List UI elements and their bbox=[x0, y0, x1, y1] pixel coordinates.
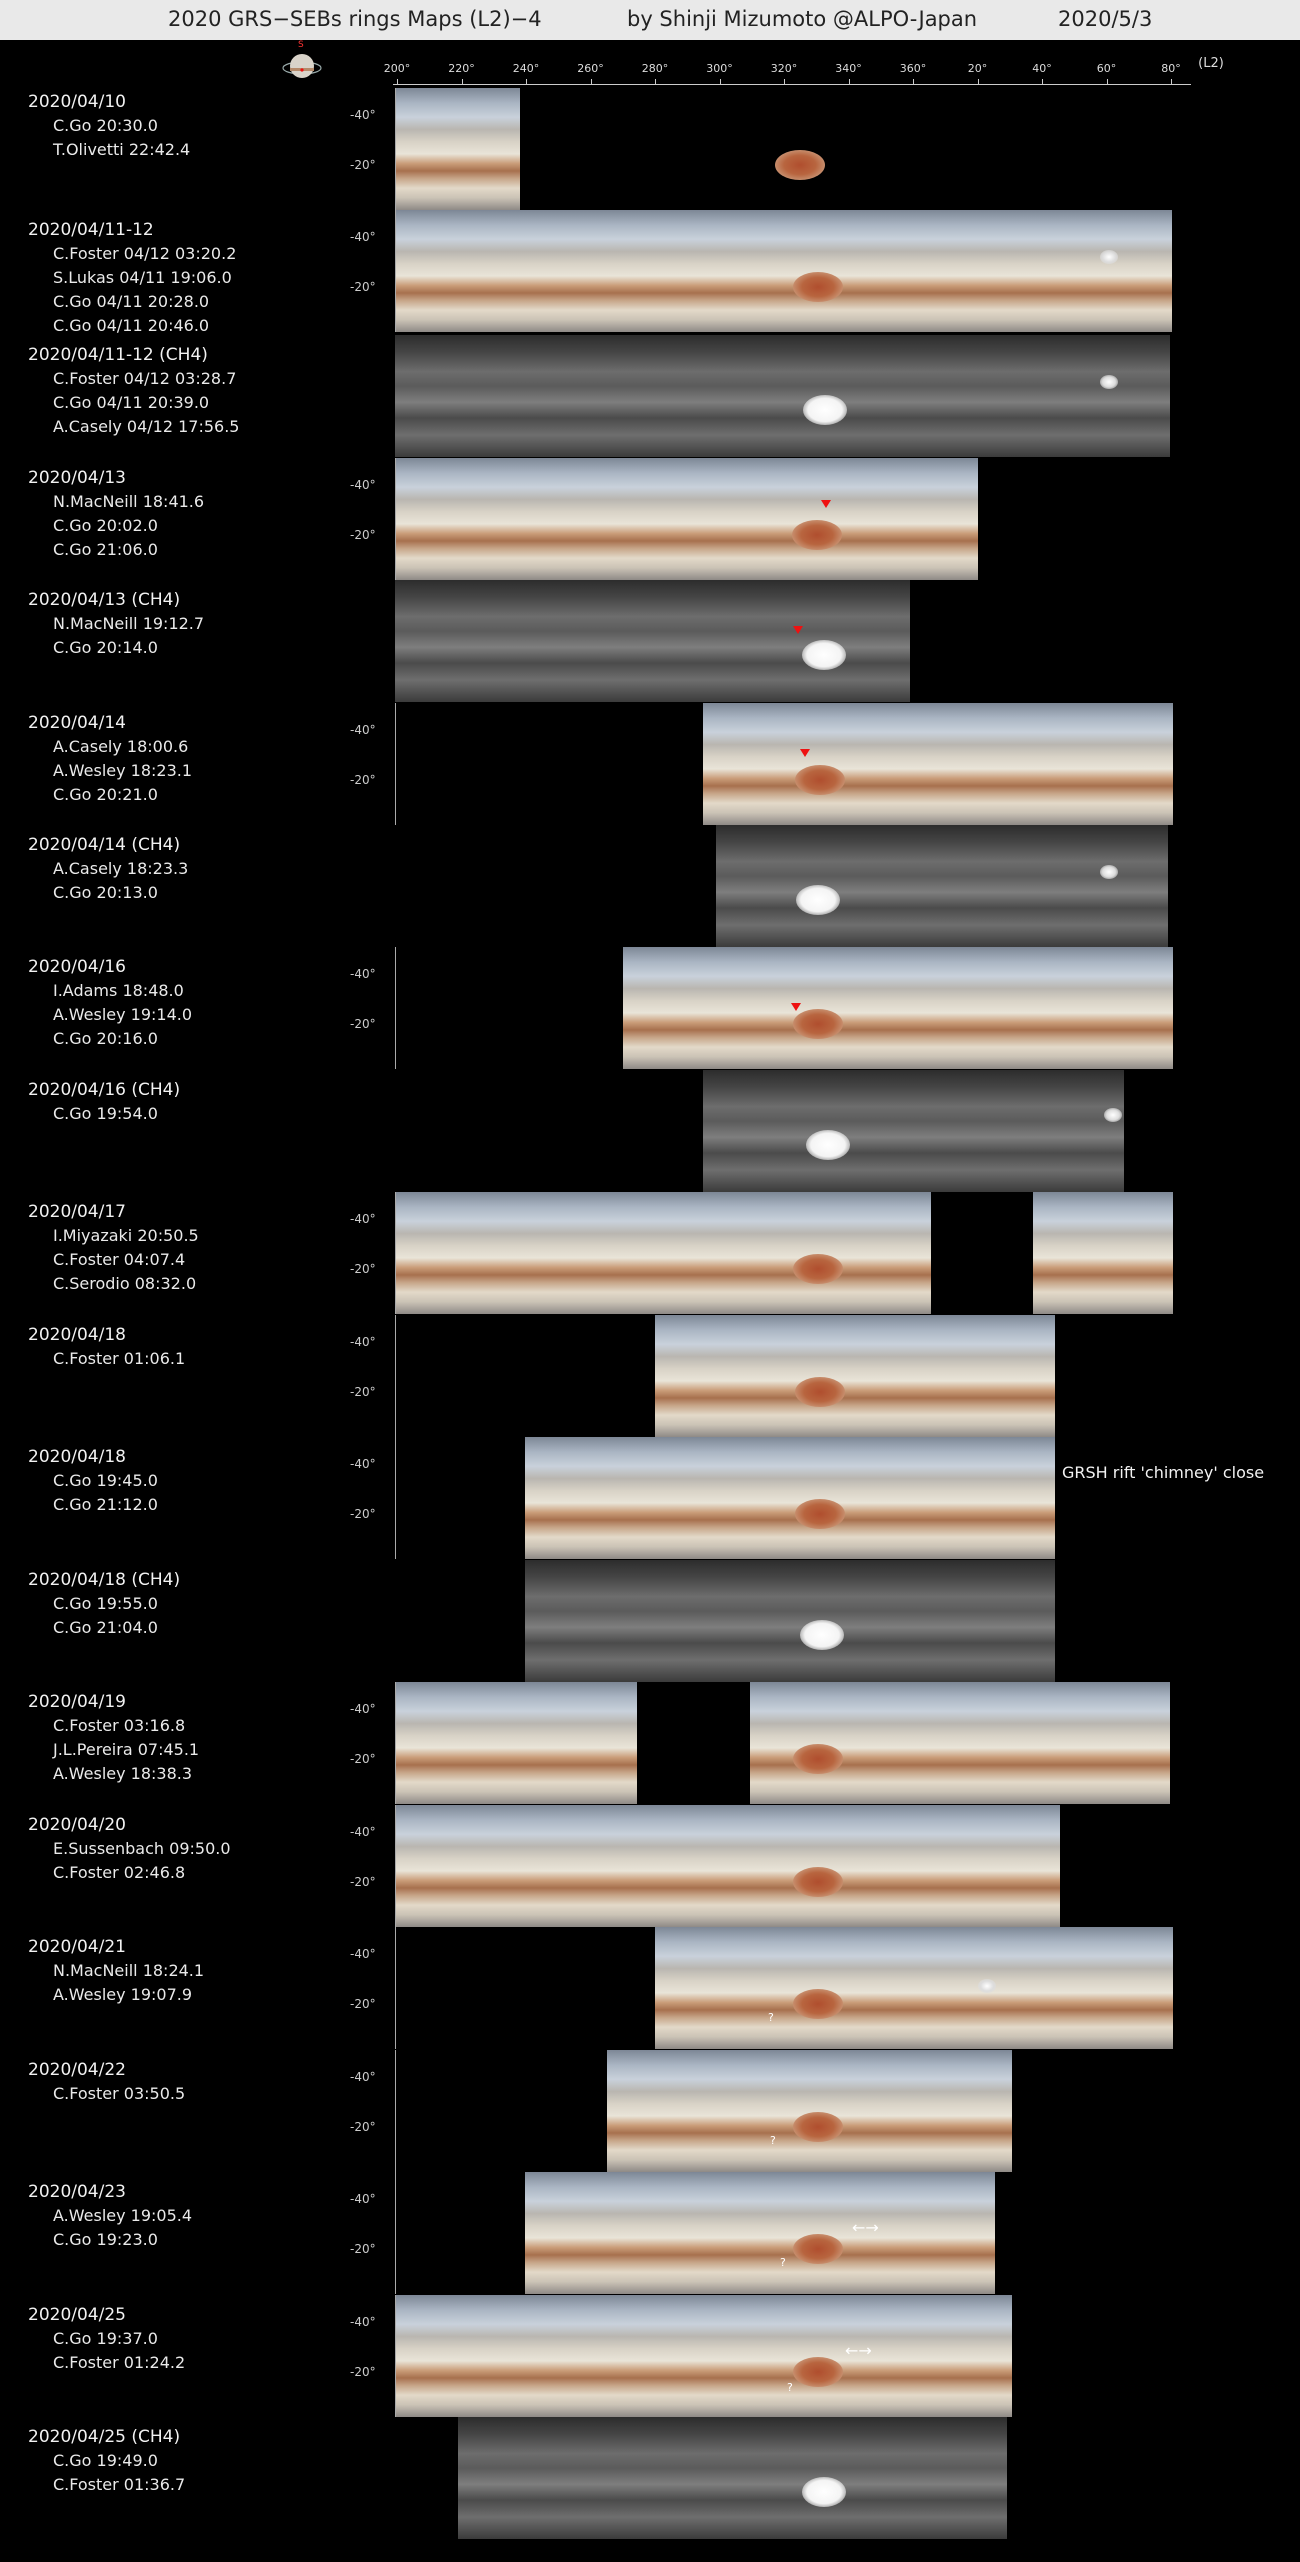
map-row bbox=[0, 2050, 1300, 2172]
observer-entry: N.MacNeill 18:41.6 bbox=[53, 492, 205, 511]
observer-entry: C.Go 20:16.0 bbox=[53, 1029, 158, 1048]
map-row bbox=[0, 2417, 1300, 2539]
observer-entry: S.Lukas 04/11 19:06.0 bbox=[53, 268, 232, 287]
color-map-strip bbox=[396, 1805, 720, 1927]
row-date-title: 2020/04/10 bbox=[28, 92, 126, 112]
map-row bbox=[0, 1437, 1300, 1559]
longitude-tick-label: 80° bbox=[1161, 62, 1181, 75]
row-date-title: 2020/04/11-12 bbox=[28, 220, 154, 240]
ch4-map-strip bbox=[570, 580, 800, 702]
color-map-strip bbox=[607, 2050, 1012, 2172]
observer-entry: C.Foster 04/12 03:20.2 bbox=[53, 244, 237, 263]
observer-entry: C.Go 21:12.0 bbox=[53, 1495, 158, 1514]
map-row bbox=[0, 1070, 1300, 1192]
map-row bbox=[0, 947, 1300, 1069]
map-row bbox=[0, 825, 1300, 947]
latitude-label: -20° bbox=[350, 1385, 376, 1399]
ch4-map-strip bbox=[702, 335, 977, 457]
observer-entry: A.Wesley 18:38.3 bbox=[53, 1764, 193, 1783]
latitude-label: -40° bbox=[350, 1212, 376, 1226]
observer-entry: C.Go 19:54.0 bbox=[53, 1104, 158, 1123]
row-date-title: 2020/04/23 bbox=[28, 2182, 126, 2202]
jupiter-globe-icon bbox=[282, 40, 322, 84]
color-map-strip bbox=[543, 1192, 931, 1314]
observer-entry: C.Foster 03:50.5 bbox=[53, 2084, 186, 2103]
latitude-label: -20° bbox=[350, 528, 376, 542]
latitude-label: -40° bbox=[350, 1825, 376, 1839]
latitude-axis-line bbox=[395, 210, 396, 332]
row-date-title: 2020/04/19 bbox=[28, 1692, 126, 1712]
observer-entry: A.Wesley 19:07.9 bbox=[53, 1985, 193, 2004]
row-date-title: 2020/04/21 bbox=[28, 1937, 126, 1957]
color-map-strip bbox=[525, 1437, 876, 1559]
latitude-label: -40° bbox=[350, 230, 376, 244]
color-map-strip bbox=[395, 458, 543, 580]
color-map-strip bbox=[750, 1682, 1009, 1804]
color-map-strip bbox=[753, 210, 930, 332]
color-map-strip bbox=[921, 703, 1173, 825]
great-red-spot bbox=[793, 2357, 843, 2387]
observer-entry: A.Wesley 19:05.4 bbox=[53, 2206, 193, 2225]
white-oval-spot bbox=[1100, 865, 1118, 879]
white-oval-spot bbox=[1100, 250, 1118, 264]
observer-entry: C.Go 20:21.0 bbox=[53, 785, 158, 804]
observer-entry: C.Go 20:02.0 bbox=[53, 516, 158, 535]
longitude-tick-label: 200° bbox=[383, 62, 411, 75]
row-date-title: 2020/04/25 bbox=[28, 2305, 126, 2325]
observer-entry: C.Foster 04/12 03:28.7 bbox=[53, 369, 237, 388]
latitude-label: -20° bbox=[350, 1507, 376, 1521]
latitude-label: -20° bbox=[350, 1262, 376, 1276]
map-row bbox=[0, 2295, 1300, 2417]
question-mark-annotation: ? bbox=[780, 2256, 786, 2269]
great-red-spot bbox=[793, 1744, 843, 1774]
latitude-label: -40° bbox=[350, 108, 376, 122]
observer-entry: I.Miyazaki 20:50.5 bbox=[53, 1226, 199, 1245]
latitude-axis-line bbox=[395, 1682, 396, 1804]
observer-entry: E.Sussenbach 09:50.0 bbox=[53, 1839, 231, 1858]
ch4-map-strip bbox=[458, 2417, 716, 2539]
observer-entry: C.Go 04/11 20:28.0 bbox=[53, 292, 210, 311]
observer-entry: A.Casely 18:00.6 bbox=[53, 737, 189, 756]
great-red-spot bbox=[792, 520, 842, 550]
great-red-spot-ch4 bbox=[803, 395, 847, 425]
observer-entry: C.Go 19:37.0 bbox=[53, 2329, 158, 2348]
observer-entry: A.Casely 04/12 17:56.5 bbox=[53, 417, 240, 436]
observer-entry: C.Foster 02:46.8 bbox=[53, 1863, 186, 1882]
color-map-strip bbox=[703, 703, 921, 825]
color-map-strip bbox=[622, 210, 753, 332]
observer-entry: C.Foster 01:06.1 bbox=[53, 1349, 186, 1368]
latitude-label: -40° bbox=[350, 1335, 376, 1349]
great-red-spot-ch4 bbox=[800, 1620, 844, 1650]
map-row bbox=[0, 88, 1300, 210]
great-red-spot bbox=[793, 2234, 843, 2264]
observer-entry: N.MacNeill 19:12.7 bbox=[53, 614, 205, 633]
map-row bbox=[0, 703, 1300, 825]
observer-entry: J.L.Pereira 07:45.1 bbox=[53, 1740, 200, 1759]
latitude-label: -20° bbox=[350, 1997, 376, 2011]
latitude-label: -40° bbox=[350, 2192, 376, 2206]
latitude-label: -20° bbox=[350, 2365, 376, 2379]
double-arrow-icon: ←→ bbox=[845, 2341, 872, 2360]
white-oval-spot bbox=[1100, 375, 1118, 389]
row-date-title: 2020/04/20 bbox=[28, 1815, 126, 1835]
row-date-title: 2020/04/13 bbox=[28, 468, 126, 488]
row-date-title: 2020/04/25 (CH4) bbox=[28, 2427, 181, 2447]
latitude-axis-line bbox=[395, 2295, 396, 2417]
ch4-map-strip bbox=[395, 335, 702, 457]
latitude-axis-line bbox=[395, 1805, 396, 1927]
great-red-spot bbox=[795, 1499, 845, 1529]
axis-unit-label: (L2) bbox=[1198, 56, 1224, 71]
color-map-strip bbox=[655, 1315, 1055, 1437]
color-map-strip bbox=[720, 1805, 1060, 1927]
great-red-spot bbox=[795, 765, 845, 795]
red-marker-icon bbox=[791, 1003, 801, 1011]
latitude-axis-line bbox=[395, 947, 396, 1069]
great-red-spot-ch4 bbox=[802, 2477, 846, 2507]
longitude-tick-label: 300° bbox=[706, 62, 733, 75]
ch4-map-strip bbox=[525, 1560, 780, 1682]
page-title: 2020 GRS−SEBs rings Maps (L2)−4 bbox=[168, 7, 542, 31]
observer-entry: N.MacNeill 18:24.1 bbox=[53, 1961, 205, 1980]
observer-entry: C.Go 20:13.0 bbox=[53, 883, 158, 902]
great-red-spot bbox=[793, 2112, 843, 2142]
great-red-spot-ch4 bbox=[796, 885, 840, 915]
row-note: GRSH rift 'chimney' close bbox=[1062, 1463, 1265, 1482]
question-mark-annotation: ? bbox=[770, 2134, 776, 2147]
observer-entry: C.Go 19:55.0 bbox=[53, 1594, 158, 1613]
latitude-label: -40° bbox=[350, 2315, 376, 2329]
great-red-spot bbox=[793, 272, 843, 302]
map-row bbox=[0, 2172, 1300, 2294]
latitude-label: -40° bbox=[350, 2070, 376, 2084]
latitude-label: -20° bbox=[350, 2120, 376, 2134]
latitude-axis-line bbox=[395, 1437, 396, 1559]
row-date-title: 2020/04/22 bbox=[28, 2060, 126, 2080]
observer-entry: C.Go 19:49.0 bbox=[53, 2451, 158, 2470]
row-date-title: 2020/04/17 bbox=[28, 1202, 126, 1222]
longitude-tick-label: 40° bbox=[1032, 62, 1052, 75]
great-red-spot bbox=[793, 1009, 843, 1039]
latitude-axis-line bbox=[395, 458, 396, 580]
longitude-tick-label: 320° bbox=[770, 62, 798, 75]
color-map-strip bbox=[395, 210, 622, 332]
observer-entry: C.Go 19:45.0 bbox=[53, 1471, 158, 1490]
row-date-title: 2020/04/16 bbox=[28, 957, 126, 977]
red-marker-icon bbox=[800, 749, 810, 757]
observer-entry: C.Go 21:04.0 bbox=[53, 1618, 158, 1637]
observer-entry: C.Go 21:06.0 bbox=[53, 540, 158, 559]
observer-entry: C.Go 19:23.0 bbox=[53, 2230, 158, 2249]
red-marker-icon bbox=[793, 626, 803, 634]
color-map-strip bbox=[930, 210, 1172, 332]
latitude-axis-line bbox=[395, 1192, 396, 1314]
longitude-tick-label: 60° bbox=[1096, 62, 1117, 75]
latitude-label: -20° bbox=[350, 1017, 376, 1031]
observer-entry: C.Go 20:14.0 bbox=[53, 638, 158, 657]
ch4-map-strip bbox=[716, 825, 1007, 947]
longitude-axis-line bbox=[393, 84, 1191, 85]
observer-entry: C.Foster 04:07.4 bbox=[53, 1250, 186, 1269]
row-date-title: 2020/04/11-12 (CH4) bbox=[28, 345, 208, 365]
publication-date: 2020/5/3 bbox=[1058, 7, 1153, 31]
color-map-strip bbox=[745, 458, 978, 580]
map-row bbox=[0, 1805, 1300, 1927]
latitude-label: -20° bbox=[350, 1875, 376, 1889]
ch4-map-strip bbox=[716, 2417, 1007, 2539]
color-map-strip bbox=[1033, 1192, 1173, 1314]
observer-entry: C.Go 04/11 20:39.0 bbox=[53, 393, 210, 412]
great-red-spot bbox=[775, 150, 825, 180]
color-map-strip bbox=[395, 88, 520, 210]
double-arrow-icon: ←→ bbox=[852, 2218, 879, 2237]
row-date-title: 2020/04/14 bbox=[28, 713, 126, 733]
map-row bbox=[0, 458, 1300, 580]
latitude-label: -20° bbox=[350, 773, 376, 787]
observer-entry: A.Wesley 19:14.0 bbox=[53, 1005, 193, 1024]
question-mark-annotation: ? bbox=[787, 2381, 793, 2394]
color-map-strip bbox=[623, 947, 753, 1069]
observer-entry: A.Casely 18:23.3 bbox=[53, 859, 189, 878]
row-date-title: 2020/04/16 (CH4) bbox=[28, 1080, 181, 1100]
map-row bbox=[0, 1192, 1300, 1314]
question-mark-annotation: ? bbox=[768, 2011, 774, 2024]
map-row bbox=[0, 1682, 1300, 1804]
latitude-label: -40° bbox=[350, 478, 376, 492]
color-map-strip bbox=[946, 947, 1173, 1069]
author-credit: by Shinji Mizumoto @ALPO-Japan bbox=[627, 7, 978, 31]
great-red-spot bbox=[795, 1377, 845, 1407]
observer-entry: C.Go 20:30.0 bbox=[53, 116, 158, 135]
color-map-strip bbox=[396, 2295, 720, 2417]
longitude-tick-label: 240° bbox=[512, 62, 540, 75]
row-date-title: 2020/04/18 bbox=[28, 1325, 126, 1345]
longitude-tick-label: 260° bbox=[577, 62, 604, 75]
great-red-spot bbox=[793, 1989, 843, 2019]
latitude-axis-line bbox=[395, 1315, 396, 1437]
white-oval-spot bbox=[978, 1979, 996, 1993]
great-red-spot-ch4 bbox=[806, 1130, 850, 1160]
white-oval-spot bbox=[1104, 1108, 1122, 1122]
latitude-label: -20° bbox=[350, 1752, 376, 1766]
row-date-title: 2020/04/18 (CH4) bbox=[28, 1570, 181, 1590]
globe-south-label: S bbox=[298, 40, 304, 50]
latitude-label: -20° bbox=[350, 158, 376, 172]
latitude-label: -40° bbox=[350, 967, 376, 981]
map-row bbox=[0, 335, 1300, 457]
longitude-tick-label: 360° bbox=[899, 62, 927, 75]
color-map-strip bbox=[898, 2172, 995, 2294]
observer-entry: C.Foster 01:36.7 bbox=[53, 2475, 186, 2494]
latitude-label: -40° bbox=[350, 1702, 376, 1716]
title-bar bbox=[0, 0, 1300, 40]
observer-entry: C.Go 04/11 20:46.0 bbox=[53, 316, 210, 335]
ch4-map-strip bbox=[977, 335, 1170, 457]
latitude-axis-line bbox=[395, 703, 396, 825]
great-red-spot bbox=[793, 1254, 843, 1284]
map-row bbox=[0, 1560, 1300, 1682]
observer-entry: T.Olivetti 22:42.4 bbox=[53, 140, 191, 159]
latitude-axis-line bbox=[395, 2050, 396, 2172]
observer-entry: C.Foster 03:16.8 bbox=[53, 1716, 186, 1735]
row-date-title: 2020/04/13 (CH4) bbox=[28, 590, 181, 610]
latitude-label: -20° bbox=[350, 2242, 376, 2256]
ch4-map-strip bbox=[395, 580, 570, 702]
map-row bbox=[0, 1927, 1300, 2049]
great-red-spot bbox=[793, 1867, 843, 1897]
latitude-label: -20° bbox=[350, 280, 376, 294]
latitude-label: -40° bbox=[350, 1947, 376, 1961]
ch4-map-strip bbox=[1007, 825, 1168, 947]
observer-entry: A.Wesley 18:23.1 bbox=[53, 761, 193, 780]
map-row bbox=[0, 580, 1300, 702]
observer-entry: I.Adams 18:48.0 bbox=[53, 981, 184, 1000]
longitude-tick-label: 280° bbox=[641, 62, 669, 75]
color-map-strip bbox=[396, 1682, 637, 1804]
latitude-axis-line bbox=[395, 88, 396, 210]
color-map-strip bbox=[1009, 1682, 1170, 1804]
longitude-tick-label: 340° bbox=[835, 62, 862, 75]
row-date-title: 2020/04/18 bbox=[28, 1447, 126, 1467]
color-map-strip bbox=[876, 1437, 1055, 1559]
observer-entry: C.Foster 01:24.2 bbox=[53, 2353, 186, 2372]
latitude-axis-line bbox=[395, 2172, 396, 2294]
map-row bbox=[0, 1315, 1300, 1437]
latitude-label: -40° bbox=[350, 723, 376, 737]
observer-entry: C.Serodio 08:32.0 bbox=[53, 1274, 197, 1293]
row-date-title: 2020/04/14 (CH4) bbox=[28, 835, 181, 855]
ch4-map-strip bbox=[703, 1070, 1124, 1192]
color-map-strip bbox=[395, 1192, 543, 1314]
color-map-strip bbox=[525, 2172, 898, 2294]
great-red-spot-ch4 bbox=[802, 640, 846, 670]
longitude-tick-label: 220° bbox=[448, 62, 475, 75]
color-map-strip bbox=[655, 1927, 1173, 2049]
red-marker-icon bbox=[821, 500, 831, 508]
color-map-strip bbox=[753, 947, 946, 1069]
map-row bbox=[0, 210, 1300, 335]
longitude-tick-label: 20° bbox=[967, 62, 988, 75]
latitude-axis-line bbox=[395, 1927, 396, 2049]
color-map-strip bbox=[543, 458, 745, 580]
latitude-label: -40° bbox=[350, 1457, 376, 1471]
